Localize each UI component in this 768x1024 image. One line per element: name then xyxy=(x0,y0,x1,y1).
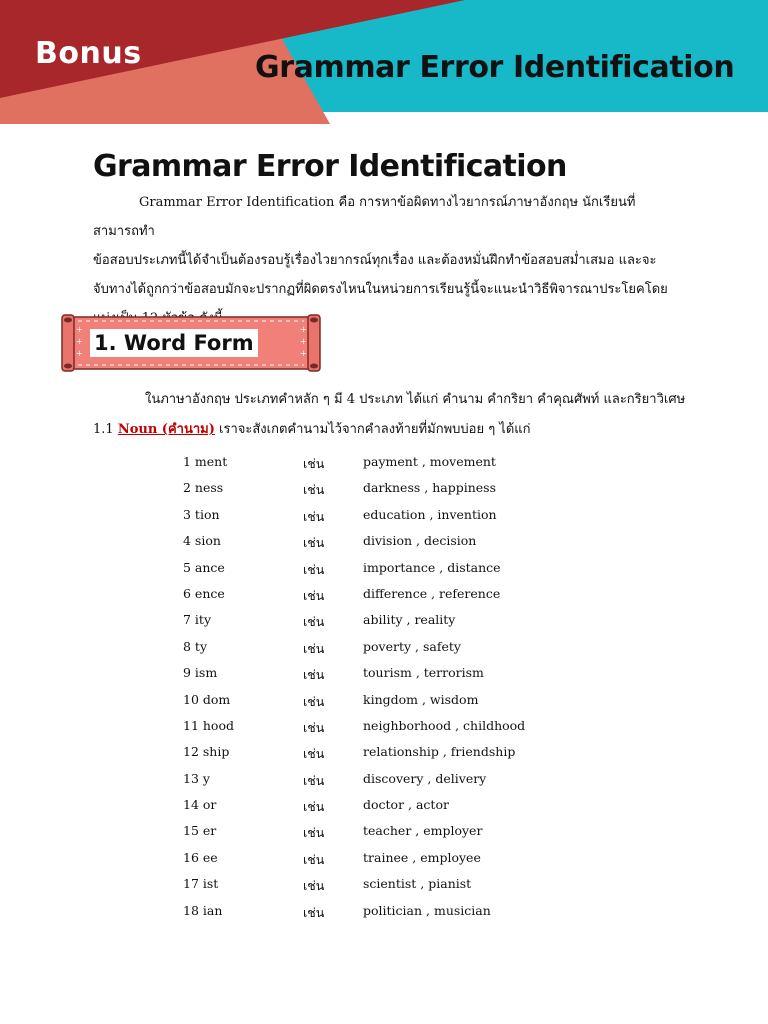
svg-text:+: + xyxy=(76,349,83,358)
example-words: poverty , safety xyxy=(363,638,461,654)
list-item xyxy=(183,606,523,632)
svg-text:+: + xyxy=(76,325,83,334)
example-words: importance , distance xyxy=(363,559,501,575)
example-words: darkness , happiness xyxy=(363,480,496,496)
example-marker: เช่น xyxy=(303,456,325,471)
list-item xyxy=(183,870,523,896)
example-marker: เช่น xyxy=(303,482,325,498)
noun-description: เราจะสังเกตคำนามไว้จากคำลงท้ายที่มักพบบ่อย ๆ ได้แก่ xyxy=(219,422,531,437)
intro-line xyxy=(93,188,673,246)
example-words: division , decision xyxy=(363,533,477,549)
list-item xyxy=(183,791,523,817)
list-item xyxy=(183,580,523,606)
example-marker: เช่น xyxy=(303,746,325,762)
suffix-item: 16 ee xyxy=(183,849,218,865)
svg-text:+: + xyxy=(76,337,83,346)
suffix-item: 15 er xyxy=(183,823,217,839)
intro-line: ข้อสอบประเภทนี้ได้จำเป็นต้องรอบรู้เรื่องไวยากรณ์ทุกเรื่อง และต้องหมั่นฝึกทำข้อสอบสม่ำเสมอ และจะ xyxy=(93,253,657,268)
example-marker: เช่น xyxy=(303,851,325,867)
suffix-list xyxy=(183,448,526,923)
suffix-item: 5 ance xyxy=(183,559,225,575)
example-words: trainee , employee xyxy=(363,849,481,865)
example-marker: เช่น xyxy=(303,667,325,683)
banner-bonus-label: Bonus xyxy=(35,36,142,71)
list-item xyxy=(183,817,523,843)
example-words: difference , reference xyxy=(363,585,501,601)
noun-section-number: 1.1 xyxy=(93,422,114,437)
suffix-item: 11 hood xyxy=(183,717,234,733)
example-words: relationship , friendship xyxy=(363,744,516,760)
example-words: politician , musician xyxy=(363,902,491,918)
page-title: Grammar Error Identification xyxy=(93,149,567,184)
suffix-item: 2 ness xyxy=(183,480,224,496)
suffix-item: 18 ian xyxy=(183,902,223,918)
list-item xyxy=(183,738,523,764)
svg-text:+: + xyxy=(300,337,307,346)
suffix-item: 14 or xyxy=(183,797,217,813)
suffix-item: 10 dom xyxy=(183,691,231,707)
example-marker: เช่น xyxy=(303,535,325,551)
word-types-paragraph: ในภาษาอังกฤษ ประเภทคำหลัก ๆ มี 4 ประเภท ได้แก่ คำนาม คำกริยา คำคุณศัพท์ และกริยาวิเศษ xyxy=(145,392,686,407)
intro-paragraph xyxy=(93,188,673,333)
list-item xyxy=(183,448,523,474)
suffix-item: 9 ism xyxy=(183,665,218,681)
example-words: kingdom , wisdom xyxy=(363,691,479,707)
list-item xyxy=(183,765,523,791)
list-item xyxy=(183,844,523,870)
example-marker: เช่น xyxy=(303,878,325,894)
suffix-item: 13 y xyxy=(183,770,210,786)
list-item xyxy=(183,659,523,685)
example-words: discovery , delivery xyxy=(363,770,487,786)
list-item xyxy=(183,897,523,923)
noun-paragraph xyxy=(93,418,531,439)
example-marker: เช่น xyxy=(303,772,325,788)
list-item xyxy=(183,501,523,527)
banner-title: Grammar Error Identification xyxy=(255,50,735,85)
example-marker: เช่น xyxy=(303,508,325,524)
example-marker: เช่น xyxy=(303,719,325,735)
example-words: education , invention xyxy=(363,506,497,522)
example-words: scientist , pianist xyxy=(363,876,472,892)
example-marker: เช่น xyxy=(303,904,325,920)
header-banner xyxy=(0,0,768,124)
example-marker: เช่น xyxy=(303,640,325,656)
suffix-item: 4 sion xyxy=(183,533,221,549)
example-words: neighborhood , childhood xyxy=(363,717,526,733)
suffix-item: 12 ship xyxy=(183,744,230,760)
intro-line: จับทางได้ถูกกว่าข้อสอบมักจะปรากฏที่ผิดตรงไหนในหน่วยการเรียนรู้นี้จะแนะนำวิธีพิจารณาประโยคโดย xyxy=(93,282,668,297)
intro-line-1-text: Grammar Error Identification คือ การหาข้อผิดทางไวยากรณ์ภาษาอังกฤษ นักเรียนที่สามารถทำ xyxy=(93,195,636,239)
suffix-item: 3 tion xyxy=(183,506,220,522)
noun-label: Noun (คำนาม) xyxy=(117,422,215,437)
svg-text:+: + xyxy=(300,325,307,334)
example-words: doctor , actor xyxy=(363,797,449,813)
list-item xyxy=(183,554,523,580)
example-marker: เช่น xyxy=(303,614,325,630)
example-words: teacher , employer xyxy=(363,823,483,839)
suffix-item: 6 ence xyxy=(183,585,225,601)
example-words: tourism , terrorism xyxy=(363,665,484,681)
list-item xyxy=(183,527,523,553)
suffix-item: 1 ment xyxy=(183,454,228,469)
section-title: 1. Word Form xyxy=(90,329,258,357)
suffix-item: 8 ty xyxy=(183,638,208,654)
suffix-item: 7 ity xyxy=(183,612,212,628)
list-item xyxy=(183,712,526,738)
list-item xyxy=(183,474,523,500)
example-words: payment , movement xyxy=(363,454,496,469)
list-item xyxy=(183,686,523,712)
example-marker: เช่น xyxy=(303,825,325,841)
example-words: ability , reality xyxy=(363,612,456,628)
example-marker: เช่น xyxy=(303,561,325,577)
example-marker: เช่น xyxy=(303,693,325,709)
suffix-item: 17 ist xyxy=(183,876,219,892)
example-marker: เช่น xyxy=(303,799,325,815)
list-item xyxy=(183,633,523,659)
example-marker: เช่น xyxy=(303,587,325,603)
svg-text:+: + xyxy=(300,349,307,358)
